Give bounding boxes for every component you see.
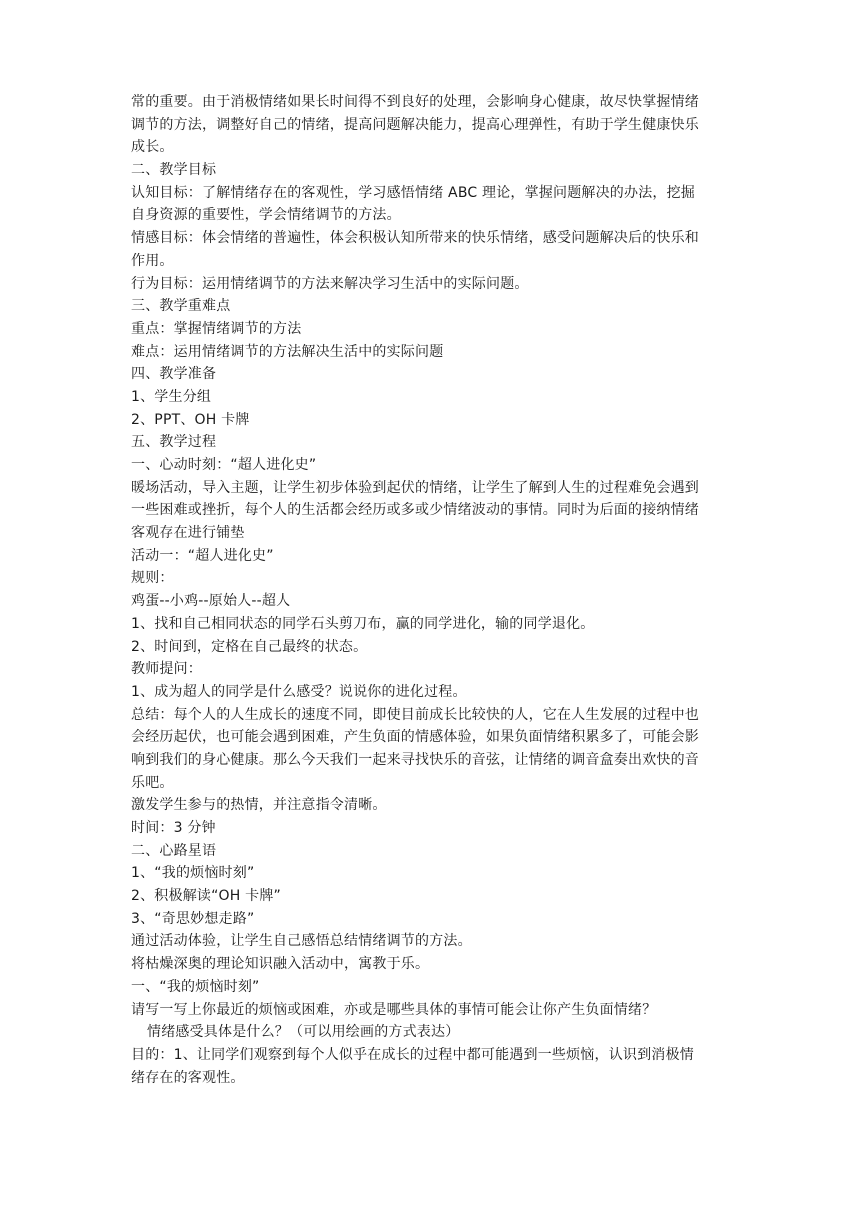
text-line: 激发学生参与的热情，并注意指令清晰。 [131,797,387,814]
text-line: 时间：3 分钟 [131,820,216,836]
text-line: 会经历起伏，也可能会遇到困难，产生负面的情感体验，如果负面情绪积累多了，可能会影 [131,729,699,746]
text-line: 目的：1、让同学们观察到每个人似乎在成长的过程中都可能遇到一些烦恼，认识到消极情 [131,1046,694,1063]
section-heading: 三、教学重难点 [131,298,231,315]
subsection-heading: 一、心动时刻：“超人进化史” [131,457,317,473]
section-heading: 五、教学过程 [131,434,217,451]
text-line: 作用。 [131,252,174,269]
text-line: 情感目标：体会情绪的普遍性，体会积极认知所带来的快乐情绪，感受问题解决后的快乐和 [131,230,699,247]
text-line: 绪存在的客观性。 [131,1069,245,1086]
list-item: 3、“奇思妙想走路” [131,910,255,927]
text-line: 活动一：“超人进化史” [131,547,274,564]
text-line: 总结：每个人的人生成长的速度不同，即使目前成长比较快的人，它在人生发展的过程中也 [131,706,699,723]
text-line: 教师提问： [131,661,202,678]
text-line: 规则： [131,570,174,587]
text-line: 调节的方法，调整好自己的情绪，提高问题解决能力，提高心理弹性，有助于学生健康快乐 [131,116,699,133]
text-line: 重点：掌握情绪调节的方法 [131,320,302,337]
text-line: 通过活动体验，让学生自己感悟总结情绪调节的方法。 [131,933,472,950]
text-line: 乐吧。 [131,774,174,791]
text-line: 成长。 [131,139,174,156]
list-item: 1、找和自己相同状态的同学石头剪刀布，赢的同学进化，输的同学退化。 [131,615,595,632]
text-line: 自身资源的重要性，学会情绪调节的方法。 [131,207,401,224]
text-line: 情绪感受具体是什么？（可以用绘画的方式表达） [147,1024,460,1041]
text-line: 行为目标：运用情绪调节的方法来解决学习生活中的实际问题。 [131,275,529,292]
section-heading: 四、教学准备 [131,366,217,383]
list-item: 2、积极解读“OH 卡牌” [131,888,282,905]
list-item: 2、PPT、OH 卡牌 [131,411,250,428]
text-line: 请写一写上你最近的烦恼或困难，亦或是哪些具体的事情可能会让你产生负面情绪？ [131,1001,657,1018]
text-line: 一些困难或挫折，每个人的生活都会经历或多或少情绪波动的事情。同时为后面的接纳情绪 [131,502,699,519]
text-line: 鸡蛋--小鸡--原始人--超人 [131,593,291,610]
list-item: 1、“我的烦恼时刻” [131,865,255,882]
list-item: 1、成为超人的同学是什么感受？说说你的进化过程。 [131,683,467,700]
text-line: 常的重要。由于消极情绪如果长时间得不到良好的处理，会影响身心健康，故尽快掌握情绪 [131,94,699,110]
text-line: 难点：运用情绪调节的方法解决生活中的实际问题 [131,343,444,360]
text-line: 将枯燥深奥的理论知识融入活动中，寓教于乐。 [131,956,430,973]
list-item: 2、时间到，定格在自己最终的状态。 [131,638,368,655]
list-item: 1、学生分组 [131,388,212,405]
subsection-heading: 一、“我的烦恼时刻” [131,978,260,995]
document-page [131,91,731,1089]
text-line: 客观存在进行铺垫 [131,525,245,542]
section-heading: 二、心路星语 [131,842,217,859]
text-line: 认知目标：了解情绪存在的客观性，学习感悟情绪 ABC 理论，掌握问题解决的办法，挖掘 [131,184,696,201]
text-line: 暖场活动，导入主题，让学生初步体验到起伏的情绪，让学生了解到人生的过程难免会遇到 [131,479,699,496]
text-line: 响到我们的身心健康。那么今天我们一起来寻找快乐的音弦，让情绪的调音盒奏出欢快的音 [131,751,699,768]
section-heading: 二、教学目标 [131,162,217,179]
